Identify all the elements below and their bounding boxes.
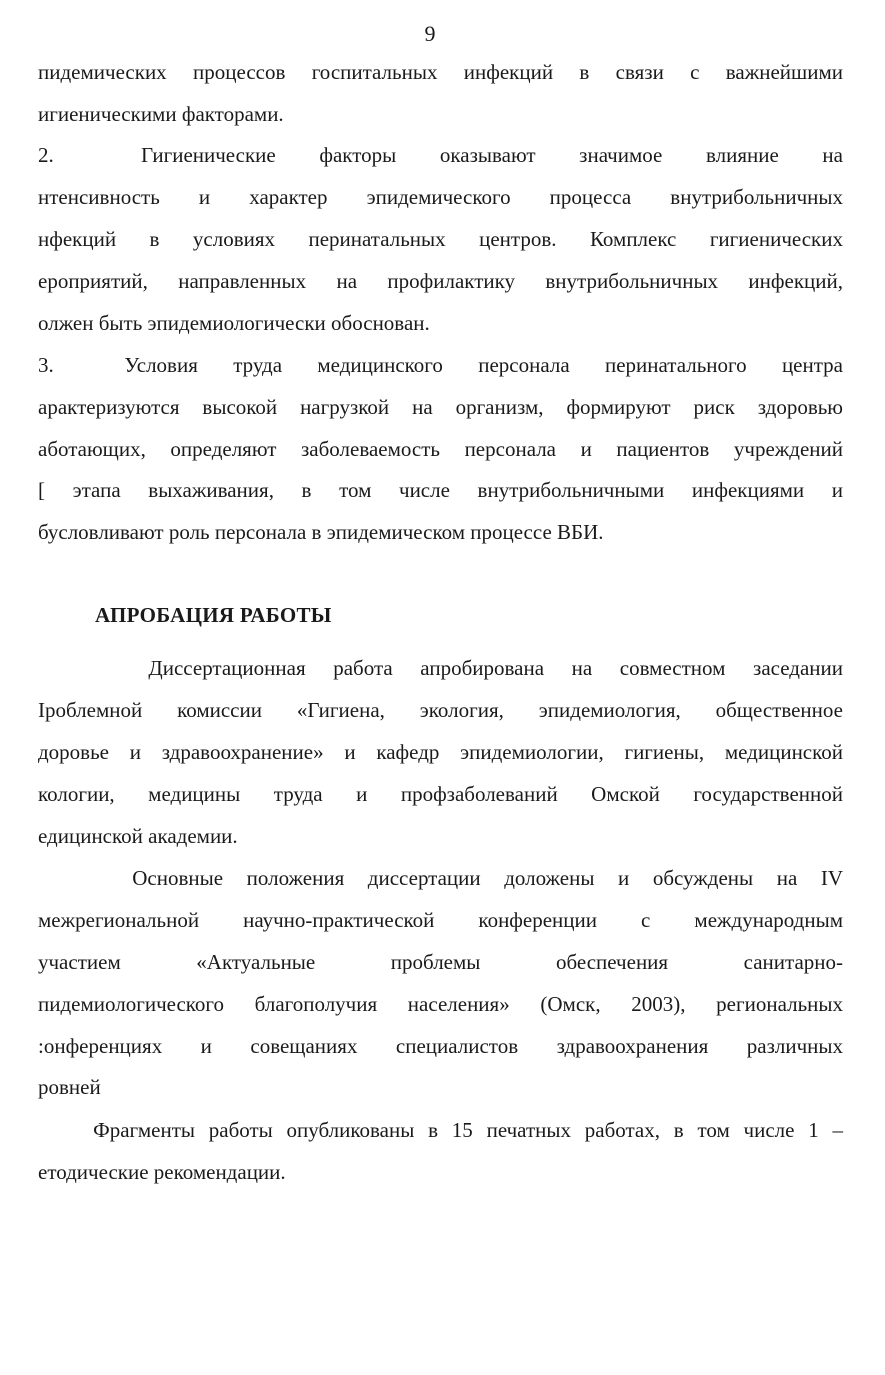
conclusion3-line-5: бусловливают роль персонала в эпидемическом процессе ВБИ. [38,520,604,544]
conclusion3-line-1: 3. Условия труда медицинского персонала перинатального центра [38,353,843,377]
page-number: 9 [424,21,436,46]
conclusion2-line-5: олжен быть эпидемиологически обоснован. [38,311,430,335]
conclusion2-line-4: ероприятий, направленных на профилактику внутрибольничных инфекций, [38,269,843,293]
approbation-para1-line-5: едицинской академии. [38,824,238,848]
conclusion2-line-1: 2. Гигиенические факторы оказывают значимое влияние на [38,143,843,167]
approbation-para2-line-2: межрегиональной научно-практической конференции с международным [38,908,843,932]
approbation-para1-line-1: Диссертационная работа апробирована на совместном заседании [38,656,843,680]
approbation-para2-line-6: ровней [38,1075,101,1099]
approbation-para2-line-5: :онференциях и совещаниях специалистов здравоохранения различных [38,1034,843,1058]
approbation-para3-line-1: Фрагменты работы опубликованы в 15 печатных работах, в том числе 1 – [38,1118,843,1142]
conclusion2-line-2: нтенсивность и характер эпидемического процесса внутрибольничных [38,185,843,209]
approbation-para3-line-2: етодические рекомендации. [38,1160,286,1184]
conclusion1-line-1: пидемических процессов госпитальных инфекций в связи с важнейшими [38,60,843,84]
conclusion3-line-2: арактеризуются высокой нагрузкой на организм, формируют риск здоровью [38,395,843,419]
conclusion3-line-3: аботающих, определяют заболеваемость персонала и пациентов учреждений [38,437,843,461]
section-heading: АПРОБАЦИЯ РАБОТЫ [95,603,332,627]
approbation-para1-line-2: Iроблемной комиссии «Гигиена, экология, эпидемиология, общественное [38,698,843,722]
approbation-para2-line-1: Основные положения диссертации доложены и обсуждены на IV [38,866,843,890]
approbation-para2-line-3: участием «Актуальные проблемы обеспечения санитарно- [38,950,843,974]
conclusion3-line-4: [ этапа выхаживания, в том числе внутрибольничными инфекциями и [38,478,843,502]
conclusion2-line-3: нфекций в условиях перинатальных центров. Комплекс гигиенических [38,227,843,251]
conclusion1-line-2: игиеническими факторами. [38,102,284,126]
approbation-para1-line-4: кологии, медицины труда и профзаболеваний Омской государственной [38,782,843,806]
approbation-para2-line-4: пидемиологического благополучия населения» (Омск, 2003), региональных [38,992,843,1016]
approbation-para1-line-3: доровье и здравоохранение» и кафедр эпидемиологии, гигиены, медицинской [38,740,843,764]
